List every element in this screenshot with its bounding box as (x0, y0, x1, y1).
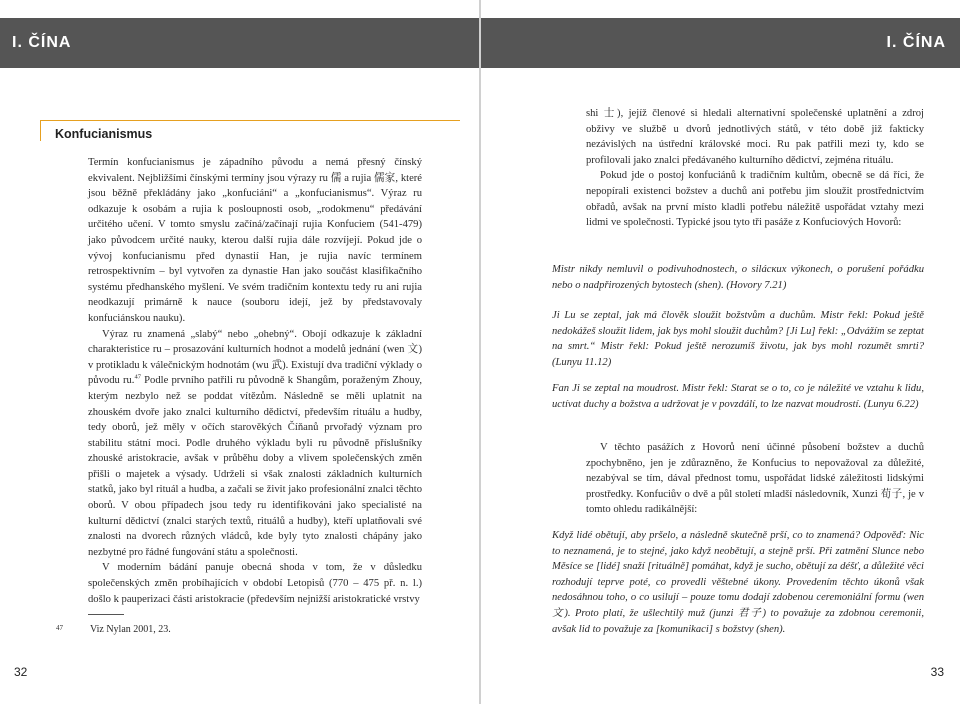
right-page (481, 0, 960, 704)
paragraph-2-text: Výraz ru znamená „slabý“ nebo „ohebný“. Obojí odkazuje k základní charakteristice ru – prosazování kulturních hodnot a modelů jednání (wen 文) v protikladu k válečnickým hodnotám (wu 武). Existují dva tradiční výklady o původu ru. (88, 328, 422, 387)
quote-3: Fan Ji se zeptal na moudrost. Mistr řekl: Starat se o to, co je náležité ve vztahu k lidu, uctívat duchy a božstva a udržovat je v povzdálí, to lze nazvat moudrostí. (Lunyu 6.22) (552, 383, 924, 410)
page-number-right: 33 (930, 665, 944, 679)
paragraph-3: V moderním bádání panuje obecná shoda v tom, že v důsledku společenských změn probíhajících v období Letopisů (770 – 475 př. n. l.) došlo k pauperizaci části aristokracie (především nejnižší aristokratické vrstvy (88, 562, 422, 605)
chapter-header-right: I. ČÍNA (481, 18, 960, 68)
right-paragraph-3: V těchto pasážích z Hovorů není účinné působení božstev a duchů zpochybněno, jen je zdůrazněno, že Konfucius to nepovažoval za důležité, nezabýval se tím, dával přednost tomu, uspořádat lidské záležitosti lidskými prostředky. Konfuciův o dvě a půl století mladší následovník, Xunzi 荀子, je v tomto ohledu radikálnější: (586, 442, 924, 516)
footnote-number: 47 (56, 624, 63, 632)
right-body-block-1 (586, 106, 924, 231)
paragraph-2 (88, 327, 422, 561)
footnote-marker: 47 (134, 373, 141, 381)
quote-4: Když lidé obětují, aby pršelo, a následně skutečně prší, co to znamená? Odpověď: Nic to neznamená, je to stejné, jako když neobětují, a stejně prší. Při zatmění Slunce nebo Měsíce se [lidé] snaží [rituálně] pomáhat, když je sucho, obětují za déšť, a důležité věci rozhodují teprve poté, co provedli věštebné úkony. Provedením těchto úkonů však nedosáhnou toho, o co usilují – pouze tomu dodají zdobenou ceremoniální formu (wen 文). Proto platí, že ušlechtilý muž (junzi 君子) to považuje za zdobnou ceremonii, avšak lid to považuje za [komunikaci] s božstvy (shen). (552, 530, 924, 635)
footnote-text: Viz Nylan 2001, 23. (90, 624, 171, 635)
page-number-left: 32 (14, 665, 28, 679)
right-paragraph-2: Pokud jde o postoj konfuciánů k tradičním kultům, obecně se dá říci, že nepopírali existenci božstev a duchů ani potřebu jim sloužit prostřednictvím obřadů, avšak na první místo kladli potřebu náležitě uspořádat vztahy mezi lidmi ve společnosti. Typické jsou tyto tři pasáže z Konfuciových Hovorů: (586, 170, 924, 229)
section-title: Konfucianismus (40, 120, 460, 141)
footnote-divider (88, 614, 124, 615)
right-paragraph-1: shi 士), jejíž členové si hledali alternativní společenské uplatnění a zdroj obživy ve službě u dvorů jednotlivých států, v této době již fakticky nezávislých na ústřední královské moci. Ru pak patřili mezi ty, kdo se profilovali jako znalci předávaného kulturního dědictví, zejména rituálu. (586, 108, 924, 166)
left-page (0, 0, 479, 704)
paragraph-1: Termín konfucianismus je západního původu a nemá přesný čínský ekvivalent. Nejbližšími čínskými termíny jsou výrazy ru 儒 a rujia 儒家, které jsou běžně překládány jako „konfuciáni“ a „konfucianismus“. Výraz ru odkazuje k osobám a rujia k posloupnosti osob, „rodokmenu“ předávání určitého učení. V tomto smyslu začíná/začínají rujia Konfuciem (541-479) jako původcem určité nauky, kterou další rujia dále rozvíjejí. Pokud jde o vývoj konfucianismu před dynastií Han, je rujia navíc termínem retrospektivním – byl vytvořen za dynastie Han jako součást klasifikačního systému předhanského myšlení. Ve svém tradičním kontextu tedy ru ani rujia neodkazují primárně k nauce (souboru idejí, jež by představovaly konfuciánskou nauku). (88, 157, 422, 324)
quote-2: Ji Lu se zeptal, jak má člověk sloužit božstvům a duchům. Mistr řekl: Pokud ještě nedokážeš sloužit lidem, jak bys mohl sloužit duchům? [Ji Lu] řekl: „Odvážím se zeptat na smrt.“ Mistr řekl: Pokud ještě nerozumíš životu, jak bys mohl rozumět smrti? (Lunyu 11.12) (552, 310, 924, 368)
left-body-text (88, 155, 422, 607)
right-body-block-2 (586, 440, 924, 518)
quote-1: Mistr nikdy nemluvil o podivuhodnostech, o silácких výkonech, o porušení pořádku nebo o nadpřirozených bytostech (shen). (Hovory 7.21) (552, 264, 924, 291)
paragraph-2-cont: Podle prvního patřili ru původně k Shangům, poraženým Zhouy, kterým nezbylo než se poddat vítězům. Následně se měli uplatnit na zhouském dvoře jako znalci kulturního dědictví, především rituálu a hudby, tedy oborů, jež měly v očích starověkých Číňanů prvořadý význam pro stabilitu státní moci. Podle druhého výkladu byli ru původně příslušníky zhouské aristokracie, avšak v průběhu doby a vlivem společenských změn přišli o majetek a výsady. Udrželi si však znalosti základních kulturních statků, jako byl rituál a hudba, a začali se živit jako profesionální znalci těchto oborů. V obou případech jsou tedy ru identifikováni jako specialisté na kulturní dědictví (znalci starých textů, rituálů a hudby), kteří uplatňovali své znalosti na dvorech různých vládců, kde byly tyto znalosti chápány jako nezbytné pro řádné fungování státu a společnosti. (88, 375, 423, 558)
chapter-header-left: I. ČÍNA (0, 18, 479, 68)
